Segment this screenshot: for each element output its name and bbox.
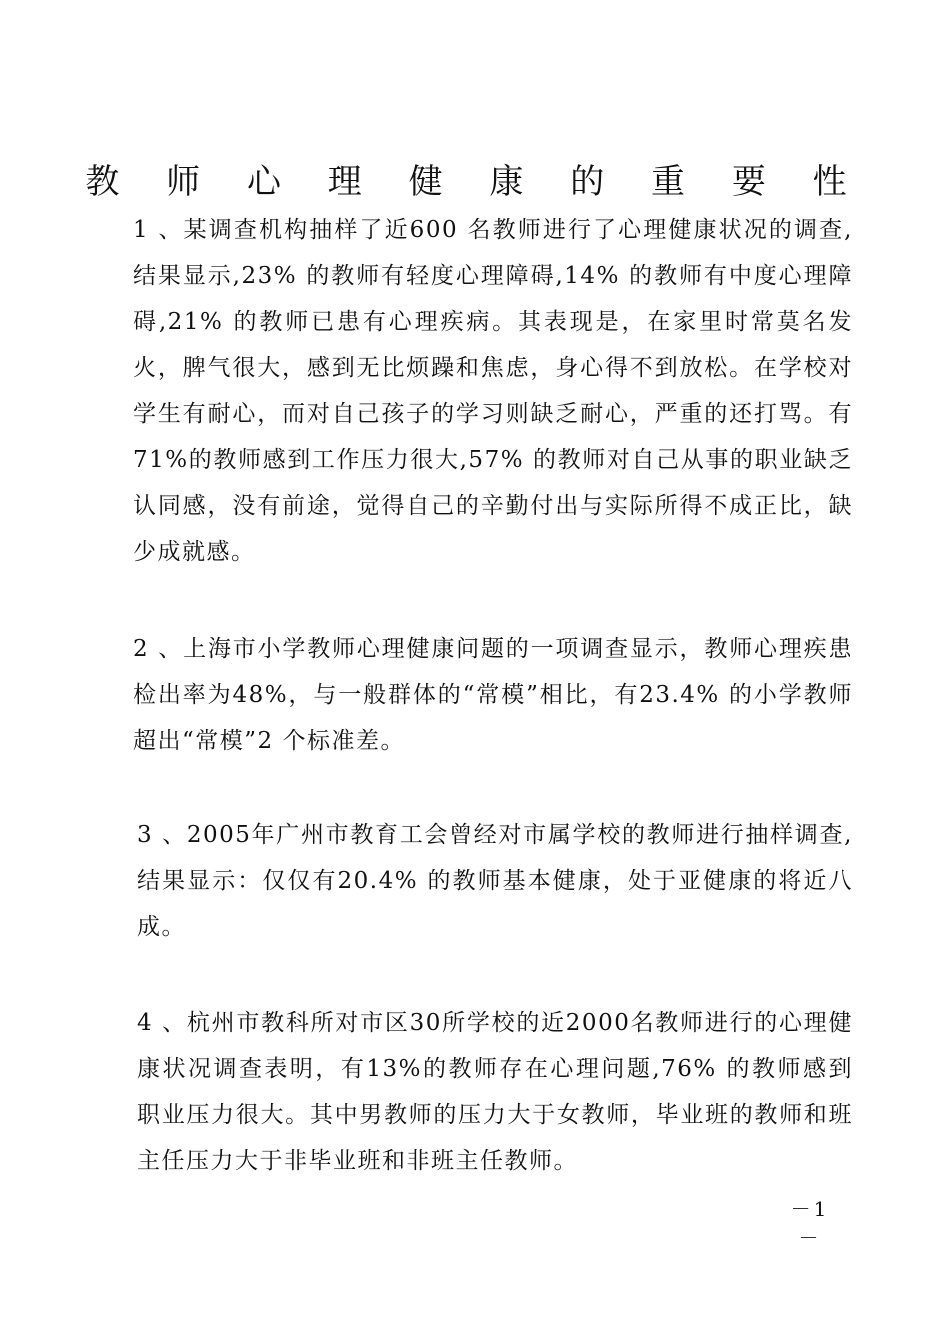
paragraph-1: 1 、某调查机构抽样了近600 名教师进行了心理健康状况的调查,结果显示,23% 的教师有轻度心理障碍,14% 的教师有中度心理障碍,21% 的教师已患有心理疾病。其表现是，在家里时常莫名发火，脾气很大，感到无比烦躁和焦虑，身心得不到放松。在学校对学生有耐心，而对自己孩子的学习则缺乏耐心，严重的还打骂。有71%的教师感到工作压力很大,57% 的教师对自己从事的职业缺乏认同感，没有前途，觉得自己的辛勤付出与实际所得不成正比，缺少成就感。 — [133, 217, 853, 565]
paragraph-2: 2 、上海市小学教师心理健康问题的一项调查显示，教师心理疾患检出率为48%，与一般群体的“常模”相比，有23.4% 的小学教师超出“常模”2 个标准差。 — [133, 636, 853, 754]
document-title: 教 师 心 理 健 康 的 重 要 性 — [85, 162, 865, 202]
page-number: －1－ — [790, 1197, 830, 1250]
paragraph-4: 4 、杭州市教科所对市区30所学校的近2000名教师进行的心理健康状况调查表明，有13%的教师存在心理问题,76% 的教师感到职业压力很大。其中男教师的压力大于女教师，毕业班的教师和班主任压力大于非毕业班和非班主任教师。 — [137, 1010, 853, 1174]
paragraph-3: 3 、2005年广州市教育工会曾经对市属学校的教师进行抽样调查,结果显示：仅仅有20.4% 的教师基本健康，处于亚健康的将近八成。 — [137, 822, 853, 940]
